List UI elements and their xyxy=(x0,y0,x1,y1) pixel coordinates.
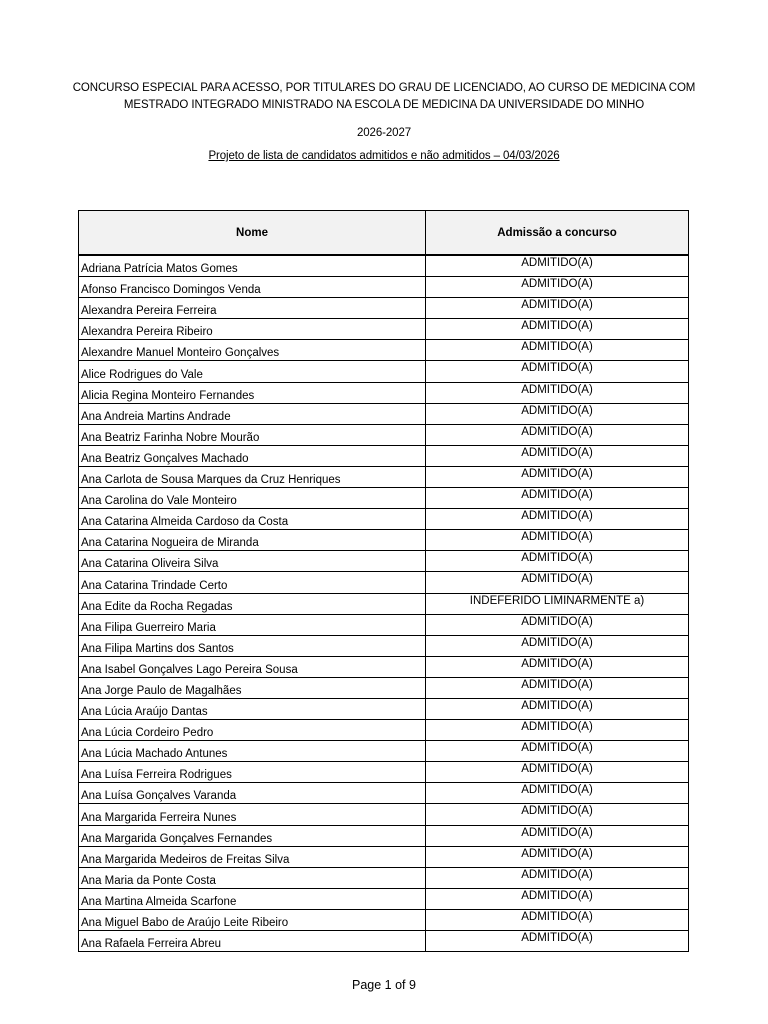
table-row xyxy=(79,530,689,551)
admission-status: ADMITIDO(A) xyxy=(426,488,689,509)
admission-status: ADMITIDO(A) xyxy=(426,361,689,382)
admission-status: ADMITIDO(A) xyxy=(426,677,689,698)
candidates-table xyxy=(78,210,689,952)
candidate-name: Ana Andreia Martins Andrade xyxy=(79,403,426,424)
table-row xyxy=(79,424,689,445)
table-row xyxy=(79,635,689,656)
admission-status: ADMITIDO(A) xyxy=(426,931,689,952)
candidate-name: Alicia Regina Monteiro Fernandes xyxy=(79,382,426,403)
table-row xyxy=(79,783,689,804)
candidate-name: Ana Margarida Ferreira Nunes xyxy=(79,804,426,825)
table-row xyxy=(79,804,689,825)
admission-status: ADMITIDO(A) xyxy=(426,888,689,909)
table-row xyxy=(79,846,689,867)
table-row xyxy=(79,614,689,635)
candidate-name: Alexandre Manuel Monteiro Gonçalves xyxy=(79,340,426,361)
table-row xyxy=(79,825,689,846)
table-row xyxy=(79,572,689,593)
candidate-name: Ana Lúcia Machado Antunes xyxy=(79,741,426,762)
admission-status: ADMITIDO(A) xyxy=(426,698,689,719)
candidate-name: Adriana Patrícia Matos Gomes xyxy=(79,255,426,277)
candidate-name: Afonso Francisco Domingos Venda xyxy=(79,277,426,298)
candidate-name: Ana Martina Almeida Scarfone xyxy=(79,888,426,909)
table-header-row xyxy=(79,211,689,256)
table-row xyxy=(79,488,689,509)
candidate-name: Ana Rafaela Ferreira Abreu xyxy=(79,931,426,952)
list-subtitle: Projeto de lista de candidatos admitidos e não admitidos – 04/03/2026 xyxy=(208,150,560,162)
admission-status: ADMITIDO(A) xyxy=(426,319,689,340)
candidate-name: Ana Margarida Gonçalves Fernandes xyxy=(79,825,426,846)
admission-status: ADMITIDO(A) xyxy=(426,424,689,445)
admission-status: ADMITIDO(A) xyxy=(426,867,689,888)
table-row xyxy=(79,741,689,762)
table-row xyxy=(79,593,689,614)
candidate-name: Ana Filipa Guerreiro Maria xyxy=(79,614,426,635)
table-row xyxy=(79,361,689,382)
candidate-name: Ana Miguel Babo de Araújo Leite Ribeiro xyxy=(79,909,426,930)
table-body xyxy=(79,255,689,952)
candidate-name: Ana Catarina Trindade Certo xyxy=(79,572,426,593)
header-title-line-1: CONCURSO ESPECIAL PARA ACESSO, POR TITULARES DO GRAU DE LICENCIADO, AO CURSO DE MEDICINA COM xyxy=(72,82,696,94)
candidate-name: Ana Margarida Medeiros de Freitas Silva xyxy=(79,846,426,867)
admission-status: ADMITIDO(A) xyxy=(426,551,689,572)
table-row xyxy=(79,888,689,909)
candidate-name: Ana Edite da Rocha Regadas xyxy=(79,593,426,614)
admission-status: ADMITIDO(A) xyxy=(426,656,689,677)
admission-status: ADMITIDO(A) xyxy=(426,783,689,804)
table-row xyxy=(79,931,689,952)
table-row xyxy=(79,909,689,930)
table-row xyxy=(79,277,689,298)
candidate-name: Ana Jorge Paulo de Magalhães xyxy=(79,677,426,698)
table-row xyxy=(79,720,689,741)
candidate-name: Ana Luísa Gonçalves Varanda xyxy=(79,783,426,804)
admission-status: ADMITIDO(A) xyxy=(426,909,689,930)
table-row xyxy=(79,382,689,403)
admission-status: ADMITIDO(A) xyxy=(426,445,689,466)
candidate-name: Ana Lúcia Araújo Dantas xyxy=(79,698,426,719)
candidate-name: Ana Carlota de Sousa Marques da Cruz Henriques xyxy=(79,466,426,487)
column-header-admission: Admissão a concurso xyxy=(426,211,689,256)
table-row xyxy=(79,340,689,361)
admission-status: ADMITIDO(A) xyxy=(426,720,689,741)
candidate-name: Ana Lúcia Cordeiro Pedro xyxy=(79,720,426,741)
admission-status: ADMITIDO(A) xyxy=(426,762,689,783)
table-row xyxy=(79,677,689,698)
admission-status: ADMITIDO(A) xyxy=(426,277,689,298)
candidate-name: Ana Carolina do Vale Monteiro xyxy=(79,488,426,509)
table-row xyxy=(79,762,689,783)
candidate-name: Ana Catarina Nogueira de Miranda xyxy=(79,530,426,551)
admission-status: INDEFERIDO LIMINARMENTE a) xyxy=(426,593,689,614)
admission-status: ADMITIDO(A) xyxy=(426,846,689,867)
table-row xyxy=(79,319,689,340)
table-row xyxy=(79,867,689,888)
admission-status: ADMITIDO(A) xyxy=(426,635,689,656)
admission-status: ADMITIDO(A) xyxy=(426,403,689,424)
table-row xyxy=(79,298,689,319)
table-row xyxy=(79,551,689,572)
candidate-name: Alexandra Pereira Ribeiro xyxy=(79,319,426,340)
candidate-name: Ana Filipa Martins dos Santos xyxy=(79,635,426,656)
admission-status: ADMITIDO(A) xyxy=(426,530,689,551)
candidate-name: Ana Luísa Ferreira Rodrigues xyxy=(79,762,426,783)
header-title-line-2: MESTRADO INTEGRADO MINISTRADO NA ESCOLA DE MEDICINA DA UNIVERSIDADE DO MINHO xyxy=(123,99,645,111)
candidate-name: Ana Maria da Ponte Costa xyxy=(79,867,426,888)
candidate-name: Alice Rodrigues do Vale xyxy=(79,361,426,382)
table-row xyxy=(79,466,689,487)
table-row xyxy=(79,445,689,466)
admission-status: ADMITIDO(A) xyxy=(426,340,689,361)
admission-status: ADMITIDO(A) xyxy=(426,298,689,319)
admission-status: ADMITIDO(A) xyxy=(426,382,689,403)
document-header xyxy=(0,80,768,165)
table-row xyxy=(79,403,689,424)
candidate-name: Alexandra Pereira Ferreira xyxy=(79,298,426,319)
academic-year: 2026-2027 xyxy=(356,127,412,139)
admission-status: ADMITIDO(A) xyxy=(426,255,689,277)
candidate-name: Ana Beatriz Gonçalves Machado xyxy=(79,445,426,466)
candidate-name: Ana Isabel Gonçalves Lago Pereira Sousa xyxy=(79,656,426,677)
page-number: Page 1 of 9 xyxy=(352,978,416,992)
table-row xyxy=(79,656,689,677)
admission-status: ADMITIDO(A) xyxy=(426,741,689,762)
admission-status: ADMITIDO(A) xyxy=(426,614,689,635)
candidate-name: Ana Catarina Oliveira Silva xyxy=(79,551,426,572)
table-row xyxy=(79,698,689,719)
table-row xyxy=(79,509,689,530)
candidate-name: Ana Beatriz Farinha Nobre Mourão xyxy=(79,424,426,445)
admission-status: ADMITIDO(A) xyxy=(426,804,689,825)
admission-status: ADMITIDO(A) xyxy=(426,509,689,530)
candidate-name: Ana Catarina Almeida Cardoso da Costa xyxy=(79,509,426,530)
column-header-name: Nome xyxy=(79,211,426,256)
admission-status: ADMITIDO(A) xyxy=(426,466,689,487)
admission-status: ADMITIDO(A) xyxy=(426,825,689,846)
table-row xyxy=(79,255,689,277)
admission-status: ADMITIDO(A) xyxy=(426,572,689,593)
